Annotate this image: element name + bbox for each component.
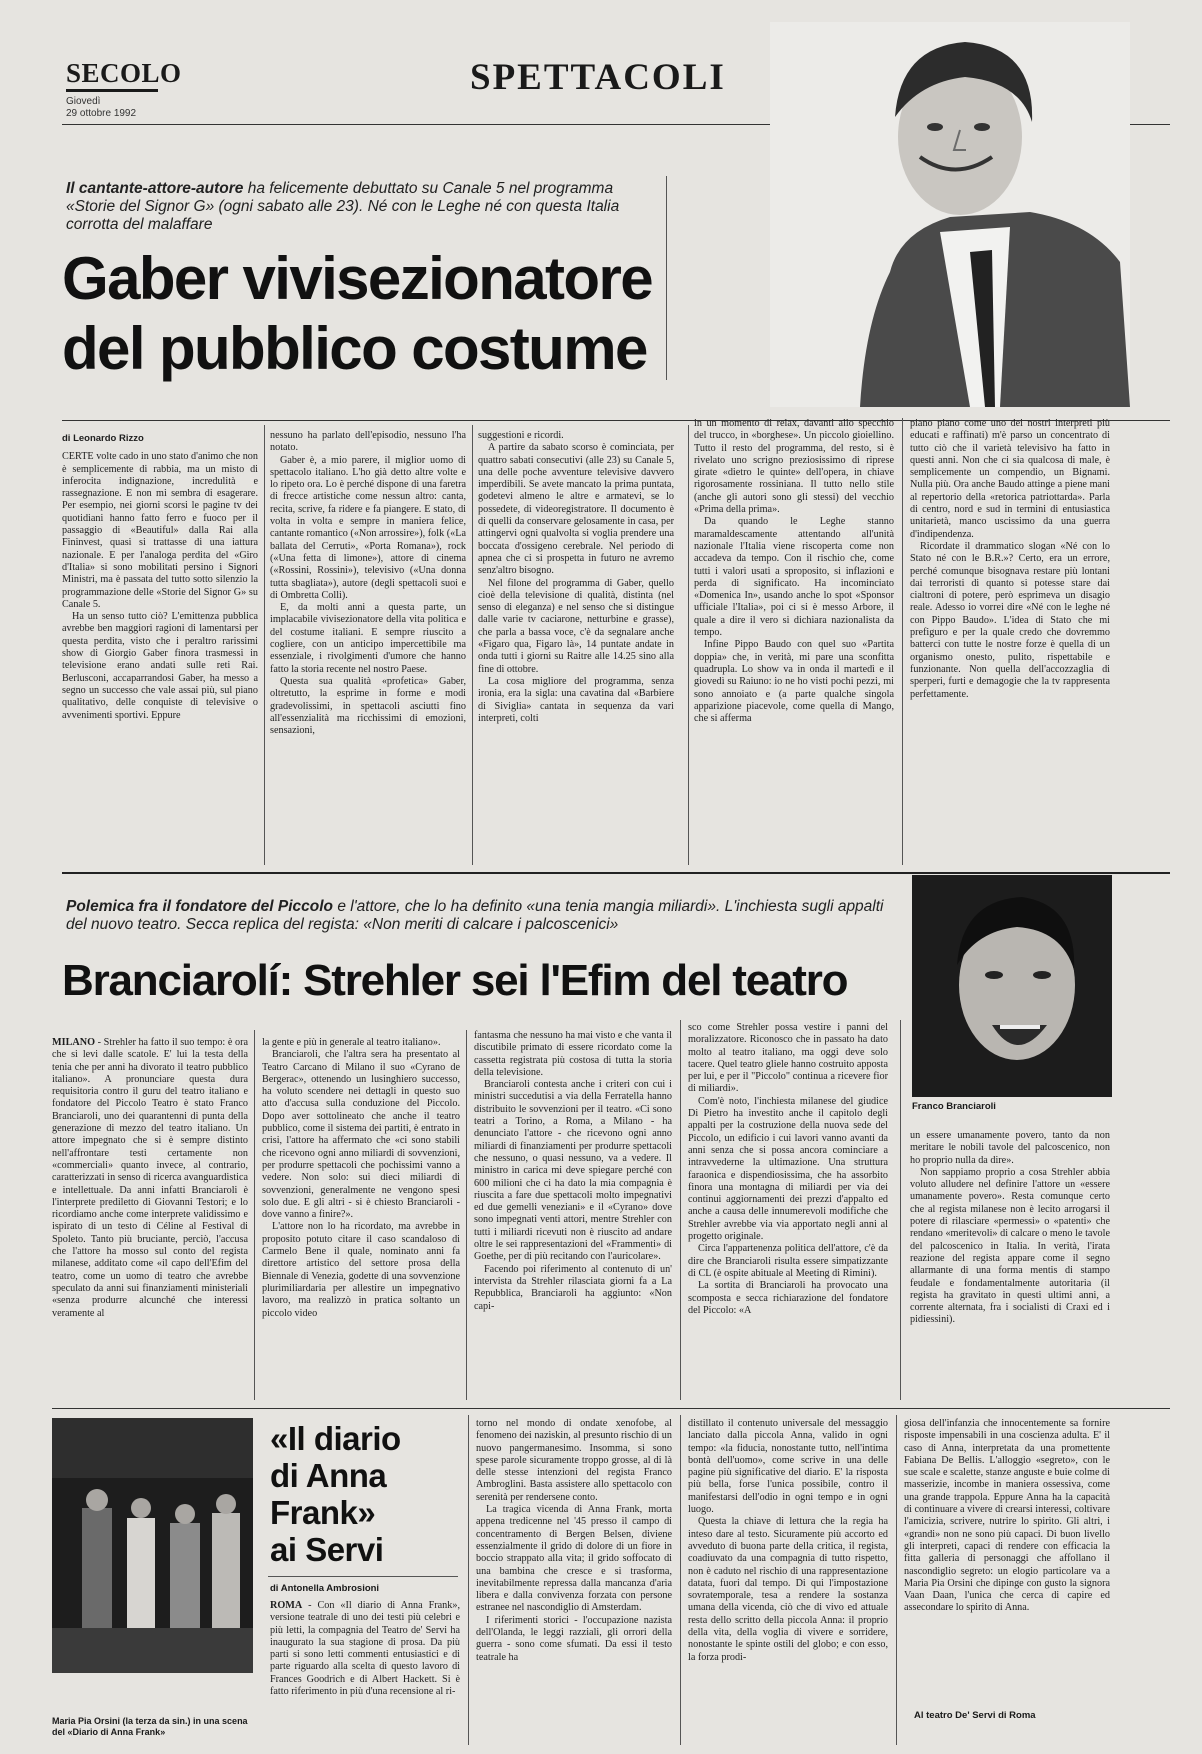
article1-paragraph: CERTE volte cado in uno stato d'animo che non è semplicemente di rabbia, ma un misto di inferocita indignazione, incredulità e rassegnazione. E non mi sembra di esagerare. Per esempio, nei giorni scorsi le pagine tv dei quotidiani hanno fatto ferro e fuoco per il passaggio di «Beautiful» dalla Rai alla Fininvest, quasi si trattasse di una iattura nazionale. E per l'analoga perdita del «Giro d'Italia» si sono mobilitati persino i Signori Ministri, ma è passata del tutto sotto silenzio la programmazione delle «Storie del Signor G» su Canale 5. (62, 451, 258, 610)
article1-paragraph: A partire da sabato scorso è cominciata, per quattro sabati consecutivi (alle 23) su Canale 5, una delle poche avventure televisive davvero imperdibili. Se avete mancato la prima puntata, godetevi almeno le altre e armatevi, se lo possedete, di videoregistratore. Il documento è di quelli da conservare gelosamente in casa, per attingervi ogni qualvolta si voglia prendere una boccata d'ossigeno cerebrale. Nel periodo di apnea che ci si prospetta in futuro ne avremo senz'altro bisogno. (478, 442, 674, 577)
article1-kicker-divider (666, 176, 667, 380)
article2-paragraph: Com'è noto, l'inchiesta milanese del giudice Di Pietro ha investito anche il capitolo degli appalti per la costruzione della nuova sede del Piccolo, un edificio i cui lavori vanno avanti da anni senza che si possa ancora cominciare a intravvederne la ultimazione. Una struttura faraonica e dispendiosissima, che ha assorbito finora una montagna di miliardi per via dei continui aggiornamenti dei prezzi d'appalto ed anche a causa delle innumerevoli modifiche che Strehler avrebbe via via apportato negli anni al progetto originale. (688, 1095, 888, 1243)
article2-column-3 (474, 1030, 672, 1397)
article1-paragraph: Gaber è, a mio parere, il miglior uomo di spettacolo italiano. L'ho già detto altre volte e lo ripeto ora. Lo è perché dispone di una faretra di frecce artistiche come nessun altro: canta, recita, scrive, fa ridere e fa piangere. E stato, di volta in volta e sempre in maniera felice, cantante romantico («Non arrossire»), folk («La ballata del Cerruti», «Porta Romana»), rock («Una fetta di limone»), attore di cinema («Rossini, Rossini»), televisivo («Una donna tutta sbagliata»), autore (degli spettacoli suoi e di Ombretta Colli). (270, 454, 466, 601)
article2-paragraph: Non sappiamo proprio a cosa Strehler abbia voluto alludere nel definire l'attore un «essere umanamente povero». Resta comunque certo che al regista milanese non è lecito arrogarsi il potere di rilasciare «permessi» o «patenti» che rendano «meritevoli» di calcare o meno le tavole del palcoscenico in Italia. In verità, l'irata reazione del regista appare come il segno allarmante di una forma mentis di stampo feudale e fondamentalmente autoritaria (il regista ha gravitato in questi ultimi anni, a corrente alternata, fra i socialisti di Craxi ed i pidiessini). (910, 1166, 1110, 1326)
issue-weekday: Giovedì (66, 96, 101, 107)
article3-paragraph (270, 1600, 460, 1698)
article3-dateline: ROMA (270, 1600, 303, 1611)
article1-paragraph: Ha un senso tutto ciò? L'emittenza pubblica avrebbe ben maggiori ragioni di lamentarsi per questa perdita, visto che i peraltro rarissimi show di Giorgio Gaber finora trasmessi in televisione erano andati sulle reti Rai. Berlusconi, accaparrandosi Gaber, ha messo a segno un successo che vale assai più, sul piano qualitativo, delle conquiste di televisive o avvenimenti sportivi. Eppure (62, 611, 258, 721)
article2-column-2 (262, 1037, 460, 1397)
article3-headline-line: «Il diario (270, 1420, 401, 1457)
article1-paragraph: suggestioni e ricordi. (478, 430, 564, 441)
article2-paragraph: Facendo poi riferimento al contenuto di un' intervista da Strehler rilasciata giorni fa a La Repubblica, Branciaroli ha aggiunto: «Non capi- (474, 1263, 672, 1312)
article1-column-1 (62, 433, 258, 865)
article2-kicker (66, 898, 896, 934)
column-divider (688, 425, 689, 865)
column-divider (468, 1415, 469, 1745)
article2-paragraph: Circa l'appartenenza politica dell'attore, c'è da dire che Branciaroli risulta essere simpatizzante di CL (è ospite abituale al Meeting di Rimini). (688, 1243, 888, 1279)
article3-paragraph: giosa dell'infanzia che innocentemente sa fornire risposte impensabili in una coscienza adulta. E' il caso di Anna, interpretata da una promettente Fabiana De Bellis. L'alloggio «segreto», con le sue scale e scalette, stanze anguste e buie colme di masserizie, incombe in maniera ossessiva, come una grande trappola. Eppure Anna ha la capacità di continuare a vivere di crearsi interessi, coltivare l'amicizia, scrivere, nutrire lo spirito. Gli altri, i «grandi» non ne sono più capaci. Di buon livello gli interpreti, capaci di rendere con efficacia la fitta galleria di personaggi che affollano il nascondiglio segreto: un elogio particolare va a Maria Pia Orsini che dipinge con gusto la signora Vaan Daan, l'unica che cerca di capire ed assecondare lo spirito di Anna. (904, 1418, 1110, 1614)
article2-column-4 (688, 1022, 888, 1397)
article1-column-3 (478, 430, 674, 865)
article1-paragraph: nessuno ha parlato dell'episodio, nessuno l'ha notato. (270, 430, 466, 454)
column-divider (680, 1415, 681, 1745)
column-divider (680, 1020, 681, 1400)
article3-headline (270, 1420, 460, 1568)
article2-lead-text: - Strehler ha fatto il suo tempo: è ora che si levi dalle scatole. E' lui la testa della tenia che per anni ha divorato il teatro pubblico italiano». A pronunciare questa dura requisitoria contro il guru del teatro italiano e fondatore del Piccolo Teatro è stato Franco Branciaroli, uno dei quarantenni di punta della generazione di mezzo del teatro italiano. Un attore impegnato che si è sempre distinto nell'affrontare testi certamente non «commerciali» quanto invece, al contrario, caratterizzati in senso di ricerca avanguardistica e intellettuale. Da anni infatti Branciaroli è l'interprete prediletto di Giovanni Testori; e lo ricordiamo anche come interprete validissimo e ispirato di un testo di Céline al Festival di Spoleto. Tanto più bruciante, perciò, l'accusa che l'attore ha mosso sul conto del regista milanese, additato come «il capo dell'Efim del teatro, come un uomo di teatro che avrebbe speculato da anni sui finanziamenti ministeriali «senza produrre alcunché che interessi veramente al (52, 1037, 248, 1319)
section-divider (62, 872, 1170, 874)
article3-headline-line: ai Servi (270, 1531, 384, 1568)
article1-paragraph: Questa sua qualità «profetica» Gaber, oltretutto, la esprime in forme e modi gradevolissimi, in spettacoli asciutti fino all'essenzialità ma ricchissimi di emozioni, sensazioni, (270, 675, 466, 737)
article3-column-3 (688, 1418, 888, 1744)
article3-column-2 (476, 1418, 672, 1744)
column-divider (254, 1030, 255, 1400)
anna-frank-photo-caption: Maria Pia Orsini (la terza da sin.) in una scena del «Diario di Anna Frank» (52, 1716, 248, 1737)
article1-column-5 (910, 418, 1110, 865)
article1-paragraph: Ricordate il drammatico slogan «Né con lo Stato né con le B.R.»? Certo, era un errore, perché comunque bisognava restare più lontani dai terroristi di quanto si potesse stare dai cialtroni di potere, però esprimeva un disagio reale. Adesso io vorrei dire «Né con le leghe né con Pippo Baudo». L'idea di Stato che mi prefiguro e per la quale credo che dovremmo batterci con tutte le nostre forze è quella di un organismo onesto, pulito, rispettabile e funzionante. Non quella dell'accozzaglia di sperperi, furti e demagogie che la tv rappresenta perfettamente. (910, 540, 1110, 700)
article1-paragraph: Infine Pippo Baudo con quel suo «Partita doppia» che, in verità, mi pare una sconfitta quadrupla. Lo show va in onda il martedì e il giovedì su Raiuno: io ne ho visti pochi pezzi, mi sono annoiato e (a parte qualche singola apparizione piacevole, come quella di Mango, che si afferma (694, 639, 894, 725)
article2-paragraph: La sortita di Branciaroli ha provocato una scomposta e secca richiarazione del fondatore del Piccolo: «A (688, 1280, 888, 1316)
article1-headline: Gaber vivisezionatore del pubblico costume (62, 245, 652, 382)
column-divider (264, 425, 265, 865)
article3-column-1 (270, 1600, 460, 1744)
article3-headline-line: Frank» (270, 1494, 376, 1531)
article3-paragraph: La tragica vicenda di Anna Frank, morta appena tredicenne nel '45 presso il campo di concentramento di Bergen Belsen, diviene essenzialmente il grido di dolore di un fiore in boccio strappato alla vita; il grido soffocato di una bambina che cresce e si trasforma, inevitabilmente repressa dalla mancanza d'aria libera e dalla convivenza forzata con persone estranee nel nascondiglio di Amsterdam. (476, 1504, 672, 1614)
article3-footer: Al teatro De' Servi di Roma (914, 1710, 1036, 1721)
article3-column-4 (904, 1418, 1110, 1703)
article3-byline: di Antonella Ambrosioni (270, 1583, 380, 1594)
article2-headline: Branciarolí: Strehler sei l'Efim del teatro (62, 956, 848, 1005)
issue-date (66, 96, 136, 120)
article3-paragraph: Questa la chiave di lettura che la regia ha inteso dare al testo. Sicuramente più accorto ed avveduto di buona parte della critica, il regista, coadiuvato da una compagnia di tutto rispetto, non è caduto nel rischio di una rappresentazione datata, fuori dal tempo. Di qui l'impostazione sovratemporale, tesa a rendere la sostanza umana della vicenda, ciò che di vivo ed attuale resta dello scritto della piccola Anna: il proprio della vita, della voglia di vivere e sorridere, nonostante le spinte ostili del globo; e con esso, la forza prodi- (688, 1516, 888, 1663)
column-divider (472, 425, 473, 865)
section-title: SPETTACOLI (470, 57, 726, 98)
article3-paragraph: distillato il contenuto universale del messaggio lanciato dalla piccola Anna, valido in ogni tempo: «la fiducia, nonostante tutto, nell'intima bontà dell'uomo», come scrive in una delle pagine più significative del diario. E' la risposta più bella, forse l'unica possibile, contro il manifestarsi dell'odio in ogni tempo e in ogni luogo. (688, 1418, 888, 1516)
article2-column-1 (52, 1037, 248, 1397)
column-divider (466, 1030, 467, 1400)
article2-kicker-text: e l'attore, che lo ha definito «una tenia mangia miliardi». L'inchiesta sugli appalti del nuovo teatro. Secca replica del regista: «Non meriti di calcare i palcoscenici» (66, 898, 884, 933)
article2-paragraph: fantasma che nessuno ha mai visto e che vanta il discutibile primato di essere ricordato come la cassetta registrata più costosa di tutta la storia della televisione. (474, 1030, 672, 1078)
branciaroli-photo (912, 875, 1112, 1097)
anna-frank-scene-photo (52, 1418, 253, 1713)
article2-paragraph: Branciaroli contesta anche i criteri con cui i ministri succedutisi a via della Ferratella hanno distribuito le sovvenzioni per il teatro. «Ci sono teatri a Torino, a Roma, a Milano - ha denunciato l'attore - che ricevono ogni anno miliardi di finanziamenti per produrre spettacoli che nessuno, o quasi nessuno, va a vedere. Il ministro in carica mi deve spiegare perché con 600 milioni che ci ha dato la mia compagnia è riuscita a fare due spettacoli molto impegnativi ed due gemelli veneziani» e il «Cyrano» dove sono impegnati venti attori, mentre Strehler con tutti i miliardi ricevuti non è riuscito ad andare oltre le sei rappresentazioni del «Frammenti» di Goethe, per di più recitando con l'auricolare». (474, 1079, 672, 1263)
gaber-photo (770, 22, 1130, 407)
logo-underline (66, 89, 158, 92)
article1-paragraph: La cosa migliore del programma, senza ironia, era la sigla: una cavatina dal «Barbiere di Siviglia» cantata in sequenza da vari interpreti, colti (478, 675, 674, 724)
article1-paragraph: E, da molti anni a questa parte, un implacabile vivisezionatore della vita politica e del costume italiani. E sempre riuscito a cogliere, con un anticipo impercettibile ma essenziale, i rivolgimenti d'umore che hanno fatto la storia recente nel nostro Paese. (270, 602, 466, 675)
column-divider (900, 1020, 901, 1400)
article3-headline-line: di Anna (270, 1457, 387, 1494)
article2-column-5 (910, 1130, 1110, 1397)
byline-rule (268, 1576, 458, 1577)
branciaroli-photo-caption: Franco Branciaroli (912, 1101, 996, 1112)
article3-lead-text: - Con «Il diario di Anna Frank», versione teatrale di uno dei testi più celebri e più letti, la compagnia del Teatro de' Servi ha inaugurato la sua stagione di prosa. Da più parti si sono letti commenti entusiastici e di parte riguardo alla scelta di questo lavoro di Frances Goodrich e di Albert Hackett. Si è fatto riferimento in più d'una recensione al ri- (270, 1600, 460, 1698)
article2-dateline: MILANO (52, 1037, 96, 1048)
article1-paragraph: Da quando le Leghe stanno maramaldescamente attentando all'unità nazionale l'Italia viene riscoperta come non accadeva da tempo. Con il rischio che, come tutti i valori usati a sproposito, si inflazioni e perda di significato. Ha incominciato «Domenica In», usando anche lo spot «Sponsor ufficiale l'Italia», poi ci si è messo Arbore, il quale a dire il vero si dichiara nazionalista da tempo. (694, 516, 894, 639)
article1-kicker-bold: Il cantante-attore-autore (66, 180, 244, 197)
article1-paragraph: in un momento di relax, davanti allo specchio del trucco, in «borghese». Un piccolo gioiellino. Tutto il resto del programma, del resto, si è rivelato uno scrigno preziosissimo di riprese girate «dietro le quinte» dell'opera, in chiave rigorosamente rossiniana. Il tutto nello stile (anche gli autori sono gli stessi) del vecchio «Prima della prima». (694, 418, 894, 516)
article3-paragraph: I riferimenti storici - l'occupazione nazista dell'Olanda, le leggi razziali, gli orrori della guerra - sono come sfumati. Da essi il testo teatrale ha (476, 1614, 672, 1663)
column-divider (902, 418, 903, 865)
article2-paragraph (52, 1037, 248, 1320)
article2-paragraph: un essere umanamente povero, tanto da non meritare le nobili tavole del palcoscenico, non ho proprio nulla da dire». (910, 1130, 1110, 1166)
article2-paragraph: Branciaroli, che l'altra sera ha presentato al Teatro Carcano di Milano il suo «Cyrano de Bergerac», ottenendo un lusinghiero successo, ha voluto scendere nei dettagli in questo suo atto d'accusa sulla conduzione del Piccolo. Dopo aver sottolineato che anche il teatro pubblico, come il sistema dei partiti, è entrato in crisi, l'attore ha affermato che «ci sono stabili che ricevono ogni anno miliardi di sovvenzioni, per produrre spettacoli che pochissimi vanno a vedere. Non solo: sui dieci miliardi di sovvenzioni, generalmente ne vengono spesi solo due. E gli altri - si è chiesto Branciaroli - dove vanno a finire?». (262, 1049, 460, 1221)
article1-byline: di Leonardo Rizzo (62, 433, 144, 444)
article1-paragraph: Nel filone del programma di Gaber, quello cioè della televisione di qualità, distinta (nel senso di eleganza) e nel senso che si distingue dalle varie tv caciarone, netturbine e grasse), che parla a bassa voce, c'è da segnalare anche «Figaro qua, Figaro là», 14 puntate andate in onda tutti i giorni su Raitre alle 14.25 sino alla fine di ottobre. (478, 577, 674, 675)
article3-top-rule (52, 1408, 1170, 1409)
newspaper-logo: SECOLO (66, 58, 182, 88)
issue-full-date: 29 ottobre 1992 (66, 108, 137, 119)
article2-paragraph: sco come Strehler possa vestire i panni del moralizzatore. Riconosco che in passato ha dato molto al teatro italiano, ma oggi deve solo tacere. Quel teatro gliele hanno costruito apposta per lui, e per il "Piccolo" continua a ricevere fior di miliardi». (688, 1022, 888, 1095)
article1-column-4 (694, 418, 894, 865)
article2-paragraph: L'attore non lo ha ricordato, ma avrebbe in proposito potuto citare il caso scandaloso di Carmelo Bene il quale, nominato anni fa direttore artistico del settore prosa della Biennale di Venezia, godette di una sovvenzione plurimiliardaria per allestire un impegnativo lavoro, ma realizzò in pratica soltanto un piccolo video (262, 1221, 460, 1319)
article1-kicker (66, 180, 666, 234)
article1-column-2 (270, 430, 466, 865)
article1-kicker-text: ha felicemente debuttato su Canale 5 nel programma «Storie del Signor G» (ogni sabato alle 23). Né con le Leghe né con questa Italia corrotta del malaffare (66, 180, 620, 233)
column-divider (896, 1415, 897, 1745)
article1-paragraph: piano piano come uno dei nostri interpreti più educati e raffinati) m'è parso un concentrato di tutto ciò che il varietà televisivo ha fatto in questi anni. Non che ci sia qualcosa di male, è semplicemente un compendio, un Bignami. Nulla più. Ora anche Baudo attinge a piene mani al repertorio della «retorica patriottarda». Parla di centro, nord e sud in termini di entusiastica unitarietà, manco uscissimo da una guerra d'indipendenza. (910, 418, 1110, 540)
article3-paragraph: torno nel mondo di ondate xenofobe, al fenomeno dei naziskin, al presunto rischio di un nuovo pangermanesimo. Insomma, si sono spese parole sicuramente troppo grosse, al di là delle stesse intenzioni del regista Franco Ambroglini. Basta assistere allo spettacolo con serenità per rendersene conto. (476, 1418, 672, 1503)
article2-kicker-bold: Polemica fra il fondatore del Piccolo (66, 898, 334, 915)
article2-paragraph: la gente e più in generale al teatro italiano». (262, 1037, 441, 1048)
